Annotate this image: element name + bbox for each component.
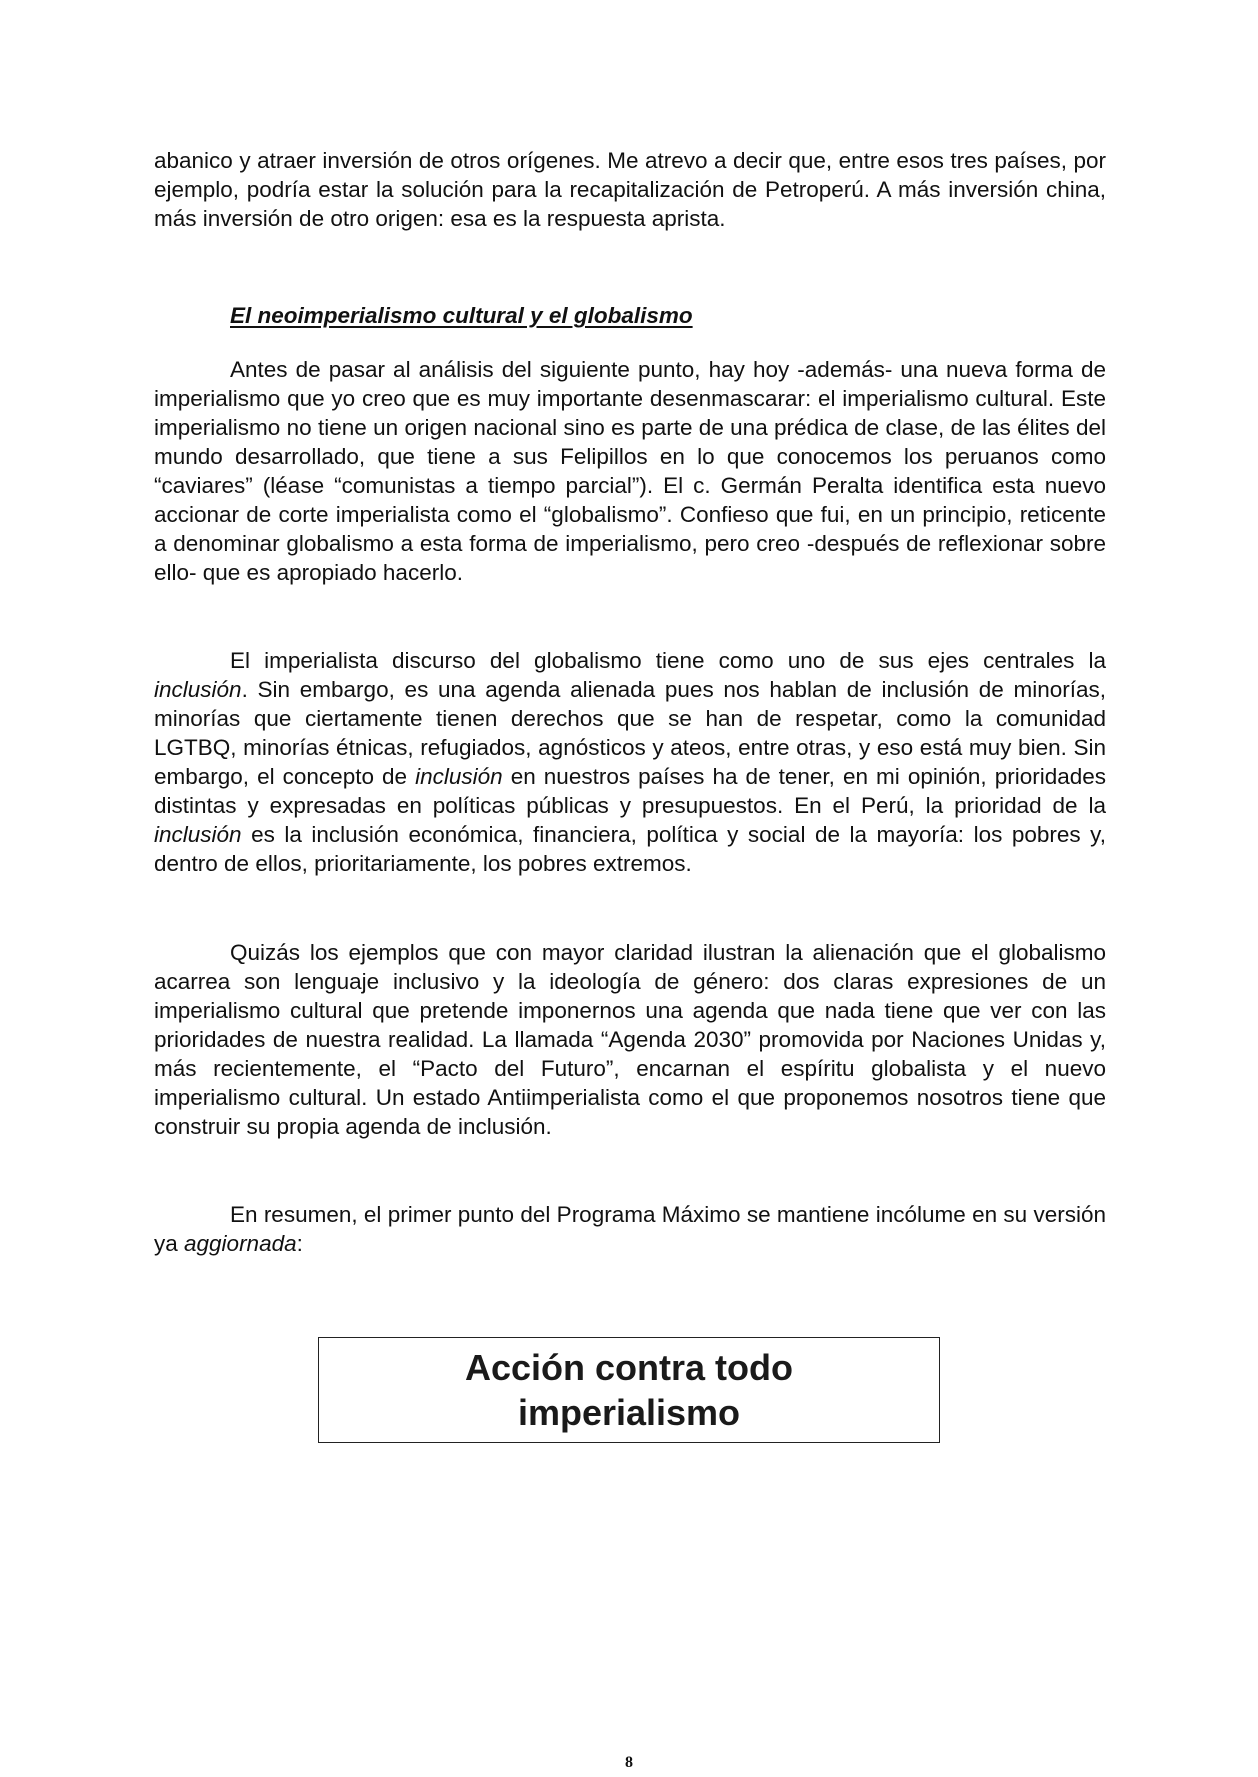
paragraph-globalismo-ejemplos xyxy=(154,938,1106,1141)
paragraph-2-part-3: en nuestros países ha de tener, en mi opinión, prioridades distintas y expresadas en políticas públicas y presupuestos. En el Perú, la prioridad de la xyxy=(154,764,1107,818)
paragraph-4-part-1: En resumen, el primer punto del Programa Máximo se mantiene incólume en su versión ya xyxy=(154,1202,1106,1256)
paragraph-2-part-4: es la inclusión económica, financiera, política y social de la mayoría: los pobres y, dentro de ellos, prioritariamente, los pobres extremos. xyxy=(154,822,1106,876)
emphasis-aggiornada: aggiornada xyxy=(184,1231,297,1256)
section-heading: El neoimperialismo cultural y el globalismo xyxy=(230,303,693,328)
paragraph-2-part-1: El imperialista discurso del globalismo tiene como uno de sus ejes centrales la xyxy=(230,648,1106,673)
paragraph-1-text: Antes de pasar al análisis del siguiente punto, hay hoy -además- una nueva forma de imperialismo que yo creo que es muy importante desenmascarar: el imperialismo cultural. Este imperialismo no tiene un origen nacional sino es parte de una prédica de clase, de las élites del mundo desarrollado, que tiene a sus Felipillos en lo que conocemos los peruanos como “caviares” (léase “comunistas a tiempo parcial”). El c. Germán Peralta identifica esta nuevo accionar de corte imperialista como el “globalismo”. Confieso que fui, en un principio, reticente a denominar globalismo a esta forma de imperialismo, pero creo -después de reflexionar sobre ello- que es apropiado hacerlo. xyxy=(154,357,1106,585)
emphasis-inclusion-2: inclusión xyxy=(415,764,503,789)
callout-box xyxy=(318,1337,940,1443)
paragraph-2-part-2: . Sin embargo, es una agenda alienada pues nos hablan de inclusión de minorías, minorías que ciertamente tienen derechos que se han de respetar, como la comunidad LGTBQ, minorías étnicas, refugiados, agnósticos y ateos, entre otras, y eso está muy bien. Sin embargo, el concepto de xyxy=(154,677,1106,789)
emphasis-inclusion-1: inclusión xyxy=(154,677,242,702)
paragraph-4-text xyxy=(154,1200,1106,1258)
page-number: 8 xyxy=(625,1754,633,1771)
paragraph-resumen xyxy=(154,1200,1106,1258)
intro-paragraph xyxy=(154,146,1106,233)
intro-paragraph-text: abanico y atraer inversión de otros orígenes. Me atrevo a decir que, entre esos tres países, por ejemplo, podría estar la solución para la recapitalización de Petroperú. A más inversión china, más inversión de otro origen: esa es la respuesta aprista. xyxy=(154,148,1106,231)
callout-line-1: Acción contra todo xyxy=(464,1347,793,1388)
paragraph-2-text xyxy=(154,646,1106,878)
paragraph-inclusion xyxy=(154,646,1106,878)
paragraph-4-part-2: : xyxy=(296,1231,303,1256)
paragraph-imperialismo-cultural xyxy=(154,355,1106,587)
paragraph-3-text: Quizás los ejemplos que con mayor claridad ilustran la alienación que el globalismo acarrea son lenguaje inclusivo y la ideología de género: dos claras expresiones de un imperialismo cultural que pretende imponernos una agenda que nada tiene que ver con las prioridades de nuestra realidad. La llamada “Agenda 2030” promovida por Naciones Unidas y, más recientemente, el “Pacto del Futuro”, encarnan el espíritu globalista y el nuevo imperialismo cultural. Un estado Antiimperialista como el que proponemos nosotros tiene que construir su propia agenda de inclusión. xyxy=(154,940,1106,1139)
emphasis-inclusion-3: inclusión xyxy=(154,822,242,847)
callout-line-2: imperialismo xyxy=(517,1392,741,1433)
